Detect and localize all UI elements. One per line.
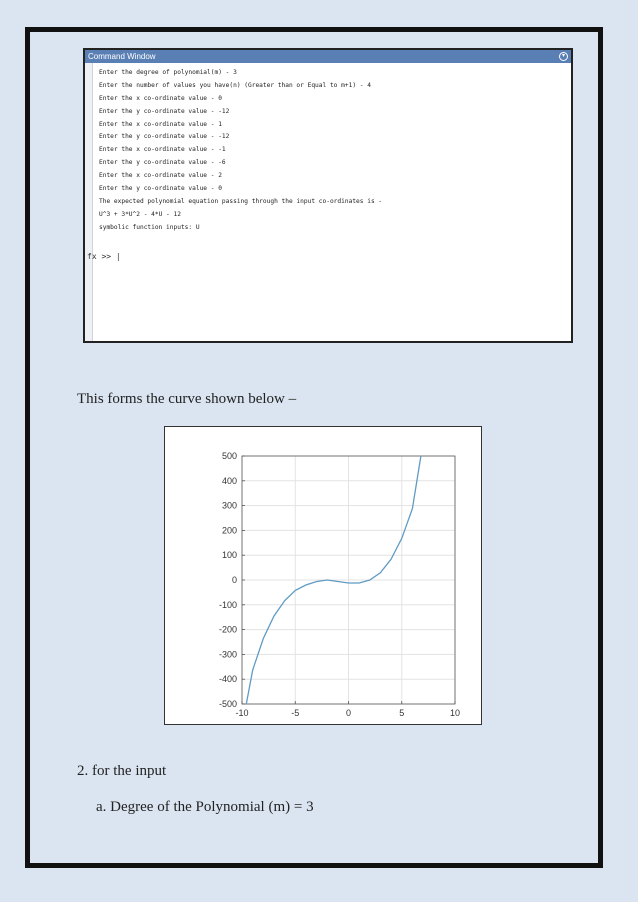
x-tick-label: 0 xyxy=(345,708,352,718)
x-tick-label: -10 xyxy=(235,708,249,718)
command-prompt: fx >> | xyxy=(87,252,121,261)
y-tick-label: 300 xyxy=(221,500,237,511)
intro-paragraph: This forms the curve shown below – xyxy=(77,391,297,407)
command-output-line: symbolic function inputs: U xyxy=(99,223,200,231)
page-frame xyxy=(25,27,603,868)
y-tick-label: -400 xyxy=(218,674,237,685)
command-window-output xyxy=(89,63,571,235)
y-tick-label: 100 xyxy=(221,550,237,561)
command-output-line: Enter the x co-ordinate value - 2 xyxy=(99,172,222,180)
command-output-line: Enter the x co-ordinate value - -1 xyxy=(99,146,226,154)
y-tick-label: 200 xyxy=(221,525,237,536)
y-tick-label: 500 xyxy=(221,451,237,461)
list-item-2a: a. Degree of the Polynomial (m) = 3 xyxy=(96,799,314,815)
command-output-line: Enter the number of values you have(n) (Greater than or Equal to m+1) - 4 xyxy=(99,81,371,89)
command-window-screenshot xyxy=(83,48,573,343)
command-output-line: Enter the x co-ordinate value - 1 xyxy=(99,120,222,128)
command-output-line: Enter the y co-ordinate value - -6 xyxy=(99,159,226,167)
x-tick-label: 10 xyxy=(449,708,461,718)
polynomial-chart xyxy=(164,426,482,725)
y-tick-label: 400 xyxy=(221,475,237,486)
command-output-line: The expected polynomial equation passing through the input co-ordinates is - xyxy=(99,197,383,205)
y-tick-label: -100 xyxy=(218,599,237,610)
x-tick-label: 5 xyxy=(399,708,405,718)
x-tick-label: -5 xyxy=(291,708,300,718)
command-output-line: Enter the y co-ordinate value - -12 xyxy=(99,133,230,141)
chart-svg xyxy=(165,427,481,724)
command-output-line: Enter the x co-ordinate value - 0 xyxy=(99,94,222,102)
y-tick-label: -500 xyxy=(218,699,237,709)
command-window-title: Command Window xyxy=(88,52,156,61)
command-output-line: Enter the y co-ordinate value - -12 xyxy=(99,107,230,115)
command-output-line: U^3 + 3*U^2 - 4*U - 12 xyxy=(99,210,181,218)
command-window-titlebar xyxy=(85,50,571,63)
command-output-line: Enter the degree of polynomial(m) - 3 xyxy=(99,69,237,76)
window-menu-icon: ▾ xyxy=(559,52,568,61)
list-item-2: 2. for the input xyxy=(77,763,167,779)
y-tick-label: -200 xyxy=(218,624,237,635)
y-tick-label: 0 xyxy=(231,575,237,585)
command-output-line: Enter the y co-ordinate value - 0 xyxy=(99,185,222,193)
y-tick-label: -300 xyxy=(218,649,237,660)
